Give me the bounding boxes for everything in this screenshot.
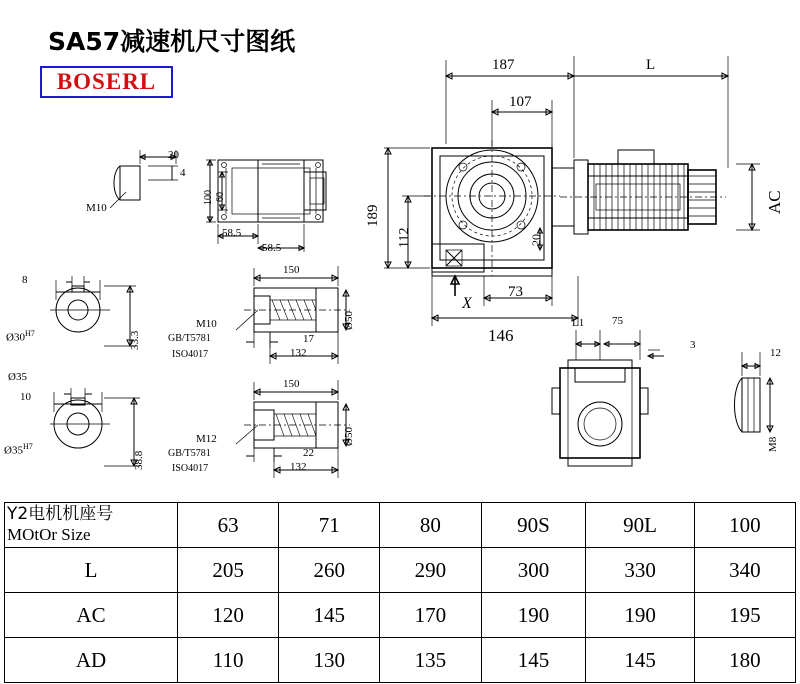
table-cell: 290 xyxy=(380,548,481,593)
page-title: SA57减速机尺寸图纸 xyxy=(48,27,296,56)
table-cell: 63 xyxy=(178,503,279,548)
dim-75-label: 75 xyxy=(612,315,623,327)
table-cell: 100 xyxy=(694,503,795,548)
table-cell: 90L xyxy=(586,503,694,548)
dim-38-8-label: 38.8 xyxy=(133,450,145,470)
dim-20-right-label: 20 xyxy=(529,234,543,246)
dim-132-a-label: 132 xyxy=(290,347,307,359)
table-cell: 260 xyxy=(279,548,380,593)
table-cell: 190 xyxy=(586,593,694,638)
table-cell: 205 xyxy=(178,548,279,593)
dim-58-5-a-label: 58.5 xyxy=(222,227,242,239)
table-cell: 340 xyxy=(694,548,795,593)
label-M10-left: M10 xyxy=(86,202,107,214)
detail-shaft-30 xyxy=(50,276,136,346)
dim-60-label: 60 xyxy=(215,192,226,202)
table-row xyxy=(5,593,796,638)
dim-17-label: 17 xyxy=(303,333,314,345)
motor-size-table xyxy=(4,502,796,683)
table-cell: 90S xyxy=(481,503,586,548)
dim-100-label: 100 xyxy=(203,190,214,205)
table-cell: 190 xyxy=(481,593,586,638)
table-cell: 71 xyxy=(279,503,380,548)
dim-AC-label: AC xyxy=(765,190,784,214)
table-row-header xyxy=(5,503,796,548)
dia-35-label: Ø35 xyxy=(8,371,27,383)
dia-35H7-label: $Ø35^{H7}$ xyxy=(4,442,33,457)
std-GB-T5781-b: GB/T5781 xyxy=(168,448,211,459)
std-ISO4017-b: ISO4017 xyxy=(172,463,209,474)
dim-132-b-label: 132 xyxy=(290,461,307,473)
table-row-label: L xyxy=(5,548,178,593)
std-ISO4017-a: ISO4017 xyxy=(172,349,209,360)
detail-m8-screw xyxy=(735,352,774,432)
dim-L1-label: L1 xyxy=(572,317,585,329)
dim-4-label: 4 xyxy=(180,167,186,179)
table-cell: 145 xyxy=(279,593,380,638)
dim-189-label: 189 xyxy=(365,204,381,227)
dim-107-label: 107 xyxy=(509,94,532,110)
table-cell: 130 xyxy=(279,638,380,683)
label-M8: M8 xyxy=(767,436,779,452)
table-cell: 180 xyxy=(694,638,795,683)
dim-20-top-left-label: 20 xyxy=(168,149,179,161)
dim-146-label: 146 xyxy=(488,326,514,345)
dim-10-label: 10 xyxy=(20,391,31,403)
dim-187-label: 187 xyxy=(492,57,515,73)
dim-8-label: 8 xyxy=(22,274,28,286)
dim-150-b-label: 150 xyxy=(283,378,300,390)
table-cell: 145 xyxy=(481,638,586,683)
label-M12-shaft: M12 xyxy=(196,433,217,445)
table-row-label: AC xyxy=(5,593,178,638)
detail-shaft-35 xyxy=(50,388,140,466)
table-cell: 110 xyxy=(178,638,279,683)
table-row-label: AD xyxy=(5,638,178,683)
label-M10-shaft: M10 xyxy=(196,318,217,330)
table-header-label xyxy=(5,503,178,548)
dim-3-label: 3 xyxy=(690,339,696,351)
dim-L-top-label: L xyxy=(646,57,656,73)
dia-50-a-label: Ø50 xyxy=(343,311,355,330)
table-cell: 145 xyxy=(586,638,694,683)
dim-12-label: 12 xyxy=(770,347,781,359)
table-cell: 330 xyxy=(586,548,694,593)
table-cell: 300 xyxy=(481,548,586,593)
table-row xyxy=(5,548,796,593)
dim-58-5-b-label: 58.5 xyxy=(262,242,282,254)
dim-33-3-label: 33.3 xyxy=(129,330,141,350)
table-header-label-cn: Y2电机机座号 xyxy=(7,504,114,525)
main-assembly-view xyxy=(384,56,760,326)
dim-73-label: 73 xyxy=(508,284,523,300)
table-cell: 195 xyxy=(694,593,795,638)
mark-X-label: X xyxy=(462,295,472,312)
table-row xyxy=(5,638,796,683)
std-GB-T5781-a: GB/T5781 xyxy=(168,333,211,344)
brand-logo-text: BOSERL xyxy=(56,69,157,94)
table-header-label-en: MOtOr Size xyxy=(7,525,91,544)
detail-end-view xyxy=(552,330,664,466)
dia-30H7-label: $Ø30^{H7}$ xyxy=(6,329,35,344)
table-cell: 135 xyxy=(380,638,481,683)
dim-150-a-label: 150 xyxy=(283,264,300,276)
table-cell: 120 xyxy=(178,593,279,638)
dim-22-label: 22 xyxy=(303,447,314,459)
table-cell: 170 xyxy=(380,593,481,638)
dim-112-label: 112 xyxy=(397,227,412,248)
table-cell: 80 xyxy=(380,503,481,548)
dia-50-b-label: Ø50 xyxy=(343,427,355,446)
